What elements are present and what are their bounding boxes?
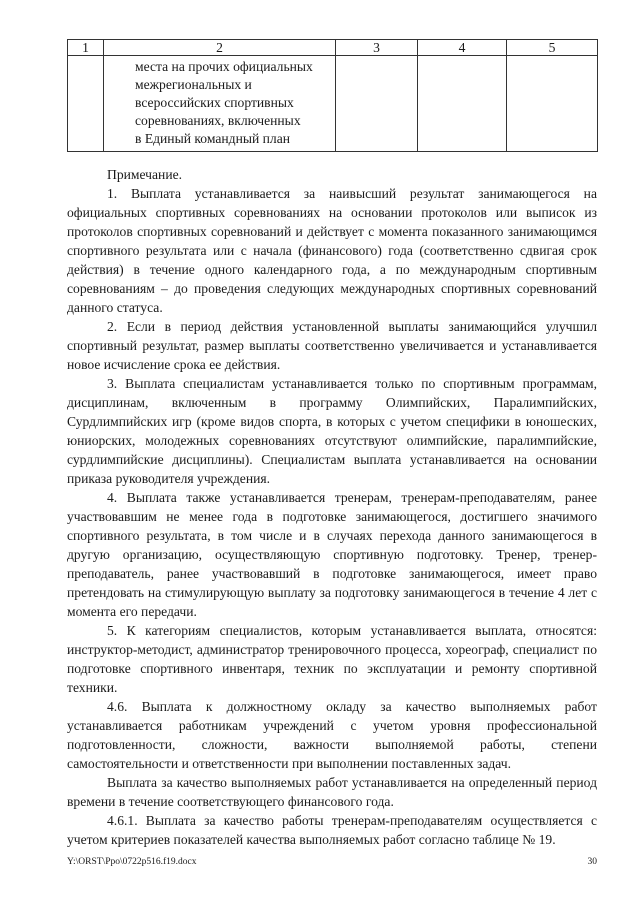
page-footer — [67, 857, 597, 867]
paragraph: 4. Выплата также устанавливается тренерам, тренерам-преподавателям, ранее участвовавшим не менее года в подготовке занимающегося, достигшего значимого спортивного результата, в том числе и в случаях перехода данного занимающегося в другую организацию, осуществляющую спортивную подготовку. Тренер, тренер-преподаватель, ранее участвовавший в подготовке занимающегося, имеет право претендовать на стимулирующую выплату за подготовку занимающегося в течение 4 лет с момента его передачи. — [67, 490, 597, 619]
paragraph: 5. К категориям специалистов, которым устанавливается выплата, относятся: инструктор-методист, администратор тренировочного процесса, хореограф, специалист по подготовке спортивного инвентаря, техник по эксплуатации и ремонту спортивной техники. — [67, 623, 597, 695]
table-cell-description — [104, 56, 336, 152]
table-header-cell: 1 — [68, 40, 104, 56]
table-header-row — [68, 40, 598, 56]
table-header-cell: 2 — [104, 40, 336, 56]
paragraph: 3. Выплата специалистам устанавливается только по спортивным программам, дисциплинам, включенным в программу Олимпийских, Паралимпийских, Сурдлимпийских игр (кроме видов спорта, в которых с учетом специфики в юношеских, юниорских, молодежных соревнованиях отсутствуют олимпийские, паралимпийские, сурдлимпийские дисциплины). Специалистам выплата устанавливается на основании приказа руководителя учреждения. — [67, 376, 597, 486]
table-header-cell: 5 — [507, 40, 598, 56]
paragraph: 1. Выплата устанавливается за наивысший результат занимающегося на официальных спортивных соревнованиях на основании протоколов или выписок из протоколов спортивных соревнований и действует с момента показанного занимающимся спортивного результата или с начала (финансового) года (соответственно сдвигая срок действия) в течение одного календарного года, а по международным спортивным соревнованиям – до проведения следующих международных спортивных соревнований данного статуса. — [67, 186, 597, 315]
paragraph: 2. Если в период действия установленной выплаты занимающийся улучшил спортивный результат, размер выплаты соответственно увеличивается и устанавливается новое исчисление срока ее действия. — [67, 319, 597, 372]
page-number: 30 — [587, 857, 597, 867]
paragraph: 4.6. Выплата к должностному окладу за качество выполняемых работ устанавливается работникам учреждений с учетом уровня профессиональной подготовленности, сложности, важности выполняемой работы, степени самостоятельности и ответственности при выполнении поставленных задач. — [67, 699, 597, 771]
table-cell — [418, 56, 507, 152]
table-cell — [507, 56, 598, 152]
cell-line: места на прочих официальных — [135, 59, 313, 74]
table-header-cell: 3 — [336, 40, 418, 56]
table-cell — [336, 56, 418, 152]
table-row — [68, 56, 598, 152]
note-title: Примечание. — [107, 167, 183, 182]
table-cell — [68, 56, 104, 152]
cell-line: в Единый командный план — [135, 131, 291, 146]
cell-line: соревнованиях, включенных — [135, 113, 301, 128]
cell-line: всероссийских спортивных — [135, 95, 294, 110]
paragraph: Выплата за качество выполняемых работ устанавливается на определенный период времени в течение соответствующего финансового года. — [67, 775, 597, 809]
cell-line: межрегиональных и — [135, 77, 252, 92]
notes-section — [67, 165, 597, 849]
file-path: Y:\ORST\Ppo\0722p516.f19.docx — [67, 857, 197, 867]
paragraph: 4.6.1. Выплата за качество работы тренерам-преподавателям осуществляется с учетом критериев показателей качества выполняемых работ согласно таблице № 19. — [67, 813, 597, 847]
data-table — [67, 39, 598, 152]
table-header-cell: 4 — [418, 40, 507, 56]
